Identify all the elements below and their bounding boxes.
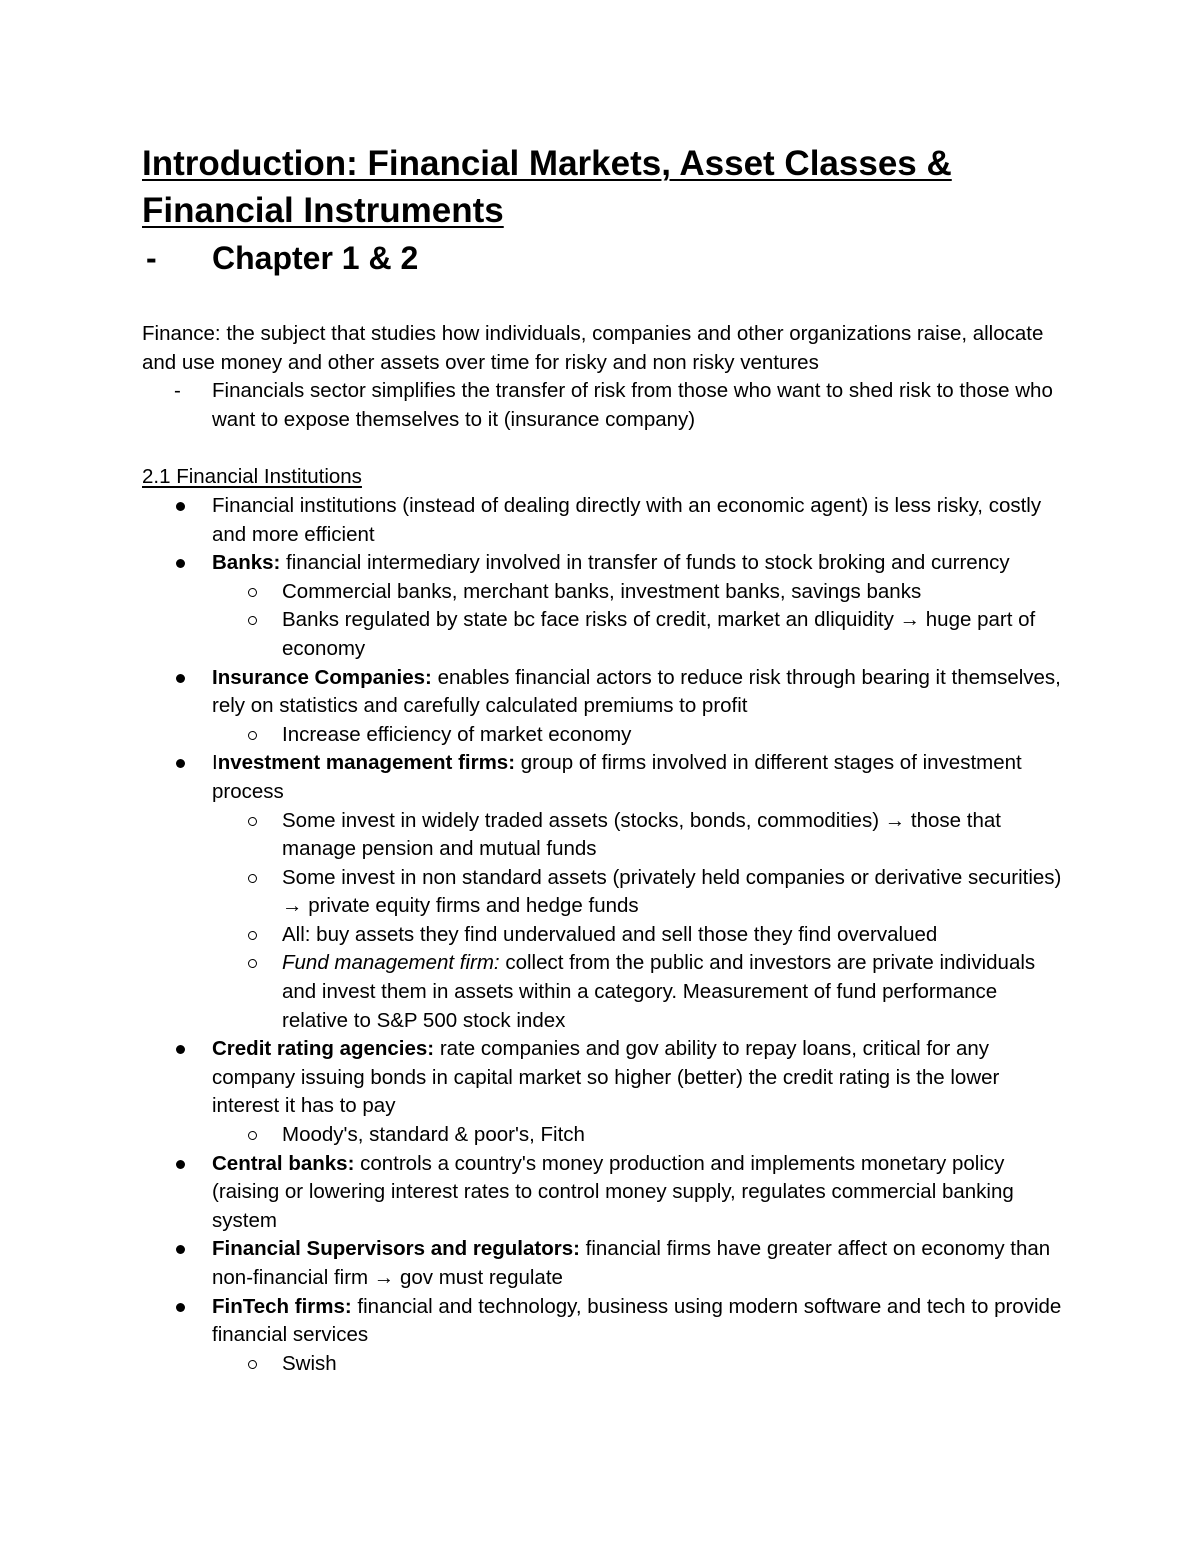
sub-list-item	[142, 864, 1062, 921]
list-item	[142, 549, 1062, 578]
list-item	[142, 1150, 1062, 1236]
sub-list-item-text: Commercial banks, merchant banks, investment banks, savings banks	[282, 579, 922, 603]
list-item-text: enables financial actors to reduce risk through bearing it themselves, rely on statistics and carefully calculated premiums to profit	[212, 665, 1061, 718]
bullet-dot-icon	[176, 759, 185, 768]
list-item-text: financial intermediary involved in transfer of funds to stock broking and currency	[280, 551, 1010, 575]
sub-list-item-term: Fund management firm:	[282, 951, 500, 975]
sub-list-item	[142, 1121, 1062, 1150]
sub-list-item	[142, 606, 1062, 663]
bullet-dot-icon	[176, 674, 185, 683]
bullet-dot-icon	[176, 1303, 185, 1312]
bullet-dot-icon	[176, 559, 185, 568]
bullet-ring-icon	[248, 817, 257, 826]
sub-list-item-text: Some invest in widely traded assets (stocks, bonds, commodities) → those that manage pension and mutual funds	[282, 808, 1001, 861]
bullet-dot-icon	[176, 1045, 185, 1054]
sub-list-item	[142, 1350, 1062, 1379]
sub-list-item-text: Some invest in non standard assets (privately held companies or derivative securities) → private equity firms and hedge funds	[282, 865, 1062, 918]
bullet-ring-icon	[248, 588, 257, 597]
section-heading: 2.1 Financial Institutions	[142, 465, 362, 489]
bullet-ring-icon	[248, 874, 257, 883]
list-item	[142, 1293, 1062, 1350]
list-item	[142, 664, 1062, 721]
list-item	[142, 1035, 1062, 1121]
list-item-term: FinTech firms:	[212, 1294, 352, 1318]
list-item-text: controls a country's money production and implements monetary policy (raising or lowering interest rates to control money supply, regulates commercial banking system	[212, 1151, 1014, 1232]
intro-sub-text: Financials sector simplifies the transfer of risk from those who want to shed risk to those who want to expose themselves to it (insurance company)	[212, 379, 1053, 431]
sub-list-item-text: All: buy assets they find undervalued and sell those they find overvalued	[282, 922, 938, 946]
sub-list-item	[142, 807, 1062, 864]
bullet-ring-icon	[248, 931, 257, 940]
list-item-term: Banks:	[212, 551, 281, 575]
chapter-dash: -	[146, 240, 157, 276]
sub-list-item-text: Banks regulated by state bc face risks of credit, market an dliquidity → huge part of economy	[282, 608, 1036, 660]
intro-paragraph: Finance: the subject that studies how individuals, companies and other organizations raise, allocate and use money and other assets over time for risky and non risky ventures	[142, 322, 1044, 374]
intro-sub-item	[142, 377, 1062, 434]
chapter-label: Chapter 1 & 2	[212, 240, 419, 276]
list-item-term: Credit rating agencies:	[212, 1037, 435, 1061]
document-page	[142, 140, 1062, 1378]
bullet-dot-icon	[176, 502, 185, 511]
bullet-ring-icon	[248, 959, 257, 968]
document-title	[142, 140, 1062, 234]
bullet-dot-icon	[176, 1160, 185, 1169]
sub-list-item-text: Swish	[282, 1351, 337, 1375]
list-item-text: rate companies and gov ability to repay loans, critical for any company issuing bonds in capital market so higher (better) the credit rating is the lower interest it has to pay	[212, 1037, 1000, 1118]
list-item-term: Central banks:	[212, 1151, 355, 1175]
list-item	[142, 749, 1062, 806]
list-item-term: Financial Supervisors and regulators:	[212, 1237, 580, 1261]
bullet-ring-icon	[248, 1360, 257, 1369]
list-item-text: Financial institutions (instead of dealing directly with an economic agent) is less risky, costly and more efficient	[212, 493, 1042, 546]
sub-list-item-text: collect from the public and investors are private individuals and invest them in assets within a category. Measurement of fund performance relative to S&P 500 stock index	[282, 951, 1036, 1032]
bullet-dot-icon	[176, 1245, 185, 1254]
list-item-term: nvestment management firms:	[217, 751, 516, 775]
sub-list-item	[142, 578, 1062, 607]
sub-list-item	[142, 949, 1062, 1035]
dash-marker: -	[174, 379, 181, 403]
chapter-subtitle	[142, 234, 1062, 282]
document-body	[142, 282, 1062, 1378]
bullet-ring-icon	[248, 1131, 257, 1140]
list-item	[142, 1235, 1062, 1292]
list-item-term: Insurance Companies:	[212, 665, 432, 689]
list-item-term-prefix: I	[212, 751, 218, 775]
bullet-ring-icon	[248, 616, 257, 625]
sub-list-item	[142, 921, 1062, 950]
list-item-text: group of firms involved in different stages of investment process	[212, 751, 1022, 803]
bullet-ring-icon	[248, 731, 257, 740]
list-item-text: financial firms have greater affect on economy than non-financial firm → gov must regulate	[212, 1237, 1051, 1289]
title-line-1: Introduction: Financial Markets, Asset Classes &	[142, 144, 952, 183]
title-line-2: Financial Instruments	[142, 191, 504, 230]
sub-list-item	[142, 721, 1062, 750]
sub-list-item-text: Increase efficiency of market economy	[282, 722, 632, 746]
sub-list-item-text: Moody's, standard & poor's, Fitch	[282, 1123, 585, 1147]
list-item-text: financial and technology, business using modern software and tech to provide financial services	[212, 1294, 1062, 1347]
list-item	[142, 492, 1062, 549]
